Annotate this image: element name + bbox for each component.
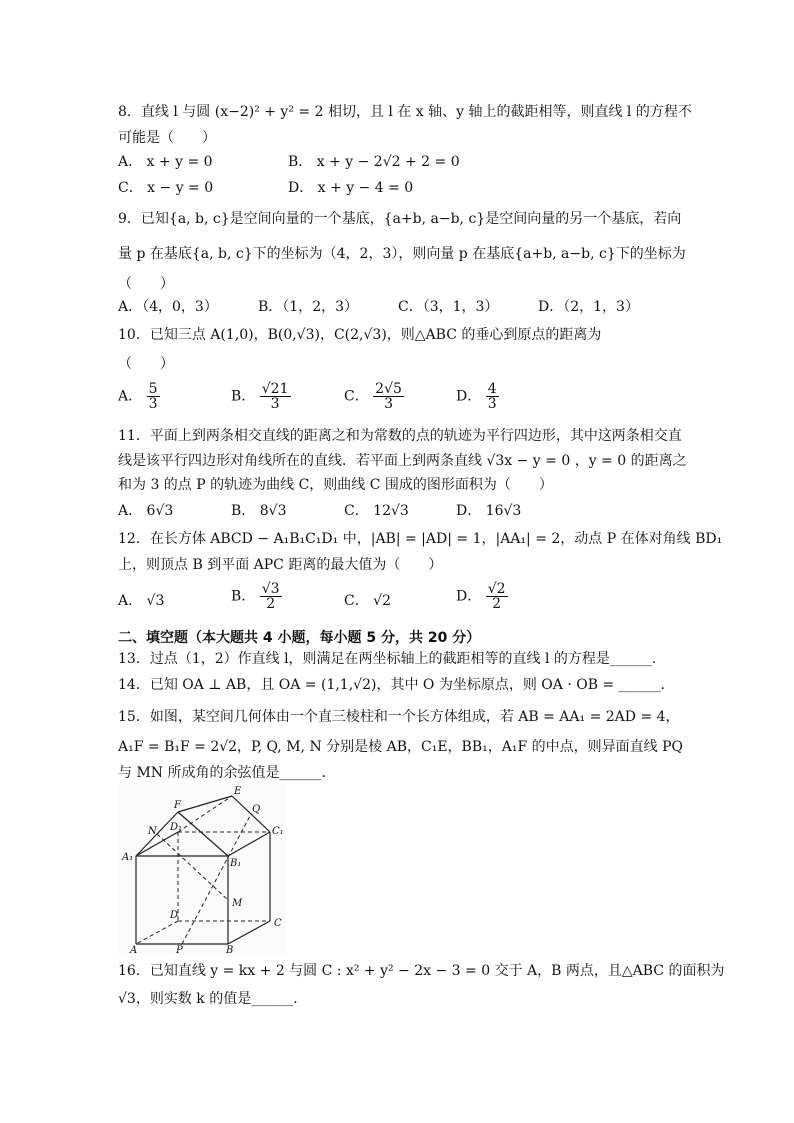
q9-stem-line1: 9．已知{a, b, c}是空间向量的一个基底，{a+b, a−b, c}是空间向量的另一个基底，若向 xyxy=(118,211,682,227)
label-D1: D₁ xyxy=(170,822,183,833)
option-label: B． xyxy=(231,388,256,405)
q11-stem-line3: 和为 3 的点 P 的轨迹为曲线 C，则曲线 C 围成的图形面积为（ ） xyxy=(118,477,553,493)
q10-option-d xyxy=(456,382,499,411)
option-label: A． xyxy=(118,388,143,405)
numerator: 5 xyxy=(148,381,158,397)
numerator: √3 xyxy=(261,581,280,597)
q8-option-c: C． x − y = 0 xyxy=(118,180,214,196)
label-Q: Q xyxy=(252,804,261,815)
q13-stem: 13．过点（1，2）作直线 l，则满足在两坐标轴上的截距相等的直线 l 的方程是______． xyxy=(118,651,666,667)
q10-option-c xyxy=(344,382,404,411)
fraction xyxy=(486,382,499,411)
fraction xyxy=(260,382,291,411)
q15-stem-line2: A₁F = B₁F = 2√2，P, Q, M, N 分别是棱 AB，C₁E，BB₁，A₁F 的中点，则异面直线 PQ xyxy=(118,739,683,755)
q9-option-a: A．（4，0，3） xyxy=(118,299,218,315)
q11-option-b: B． 8√3 xyxy=(231,503,287,519)
q14-stem: 14．已知 OA ⊥ AB，且 OA = (1,1,√2)，其中 O 为坐标原点，则 OA · OB = ______． xyxy=(118,677,675,693)
label-P: P xyxy=(176,945,183,954)
label-N: N xyxy=(148,826,157,837)
option-label: D． xyxy=(456,588,482,605)
label-E: E xyxy=(234,786,242,797)
q11-stem-line2: 线是该平行四边形对角线所在的直线．若平面上到两条直线 √3x − y = 0 ，y = 0 的距离之 xyxy=(118,453,687,469)
label-C1: C₁ xyxy=(272,826,284,837)
q11-stem-line1: 11．平面上到两条相交直线的距离之和为常数的点的轨迹为平行四边形，其中这两条相交直 xyxy=(118,428,682,444)
q16-stem-line2: √3，则实数 k 的值是______． xyxy=(118,991,308,1007)
numerator: 2√5 xyxy=(375,381,402,397)
q9-option-b: B．（1，2，3） xyxy=(258,299,359,315)
q9-stem-line3: （ ） xyxy=(118,276,174,292)
option-label: C． xyxy=(344,388,369,405)
option-label: D． xyxy=(456,388,482,405)
q9-stem-line2: 量 p 在基底{a, b, c}下的坐标为（4，2，3），则向量 p 在基底{a+b, a−b, c}下的坐标为 xyxy=(118,246,686,262)
label-B1: B₁ xyxy=(230,858,242,869)
q12-option-a: A． √3 xyxy=(118,593,165,609)
section-heading-fill-in: 二、填空题（本大题共 4 小题，每小题 5 分，共 20 分） xyxy=(118,630,481,646)
option-label: B． xyxy=(231,588,256,605)
denominator: 2 xyxy=(492,596,502,612)
q11-option-c: C． 12√3 xyxy=(344,503,409,519)
q12-option-d xyxy=(456,582,508,611)
fraction xyxy=(147,382,160,411)
denominator: 3 xyxy=(148,396,158,412)
label-D: D xyxy=(170,910,179,921)
q8-option-a: A． x + y = 0 xyxy=(118,154,213,170)
q15-stem-line3: 与 MN 所成角的余弦值是______． xyxy=(118,765,336,781)
numerator: √2 xyxy=(487,581,506,597)
q8-option-d: D． x + y − 4 = 0 xyxy=(288,180,414,196)
denominator: 3 xyxy=(384,396,393,412)
q10-stem-line2: （ ） xyxy=(118,356,174,372)
q15-stem-line1: 15．如图，某空间几何体由一个直三棱柱和一个长方体组成，若 AB = AA₁ = 2AD = 4， xyxy=(118,709,680,725)
q8-stem-line2: 可能是（ ） xyxy=(118,130,216,146)
label-F: F xyxy=(174,800,181,811)
fraction xyxy=(486,582,508,611)
q12-stem-line2: 上，则顶点 B 到平面 APC 距离的最大值为（ ） xyxy=(118,557,443,573)
q8-option-b: B． x + y − 2√2 + 2 = 0 xyxy=(288,154,460,170)
q10-stem-line1: 10．已知三点 A(1,0)，B(0,√3)，C(2,√3)，则△ABC 的垂心到原点的距离为 xyxy=(118,327,602,343)
q10-option-b xyxy=(231,382,291,411)
q12-stem-line1: 12．在长方体 ABCD − A₁B₁C₁D₁ 中，|AB| = |AD| = 1，|AA₁| = 2，动点 P 在体对角线 BD₁ xyxy=(118,531,723,547)
numerator: 4 xyxy=(487,381,497,397)
label-C: C xyxy=(274,918,282,929)
q12-option-b xyxy=(231,582,282,611)
label-A1: A₁ xyxy=(122,852,134,863)
q12-option-c: C． √2 xyxy=(344,593,391,609)
q9-option-d: D．（2，1，3） xyxy=(538,299,639,315)
label-M: M xyxy=(232,898,243,909)
q16-stem-line1: 16．已知直线 y = kx + 2 与圆 C : x² + y² − 2x − 3 = 0 交于 A，B 两点，且△ABC 的面积为 xyxy=(118,963,725,979)
geometry-figure xyxy=(118,784,286,954)
denominator: 3 xyxy=(270,396,280,412)
q8-stem-line1: 8．直线 l 与圆 (x−2)² + y² = 2 相切，且 l 在 x 轴、y 轴上的截距相等，则直线 l 的方程不 xyxy=(118,104,692,120)
label-B: B xyxy=(226,945,234,954)
q11-option-d: D． 16√3 xyxy=(456,503,522,519)
q9-option-c: C．（3，1，3） xyxy=(398,299,499,315)
q10-option-a xyxy=(118,382,160,411)
q11-option-a: A． 6√3 xyxy=(118,503,174,519)
denominator: 2 xyxy=(266,596,276,612)
denominator: 3 xyxy=(487,396,497,412)
label-A: A xyxy=(130,945,138,954)
fraction xyxy=(260,582,282,611)
numerator: √21 xyxy=(261,381,289,397)
fraction xyxy=(373,382,404,411)
